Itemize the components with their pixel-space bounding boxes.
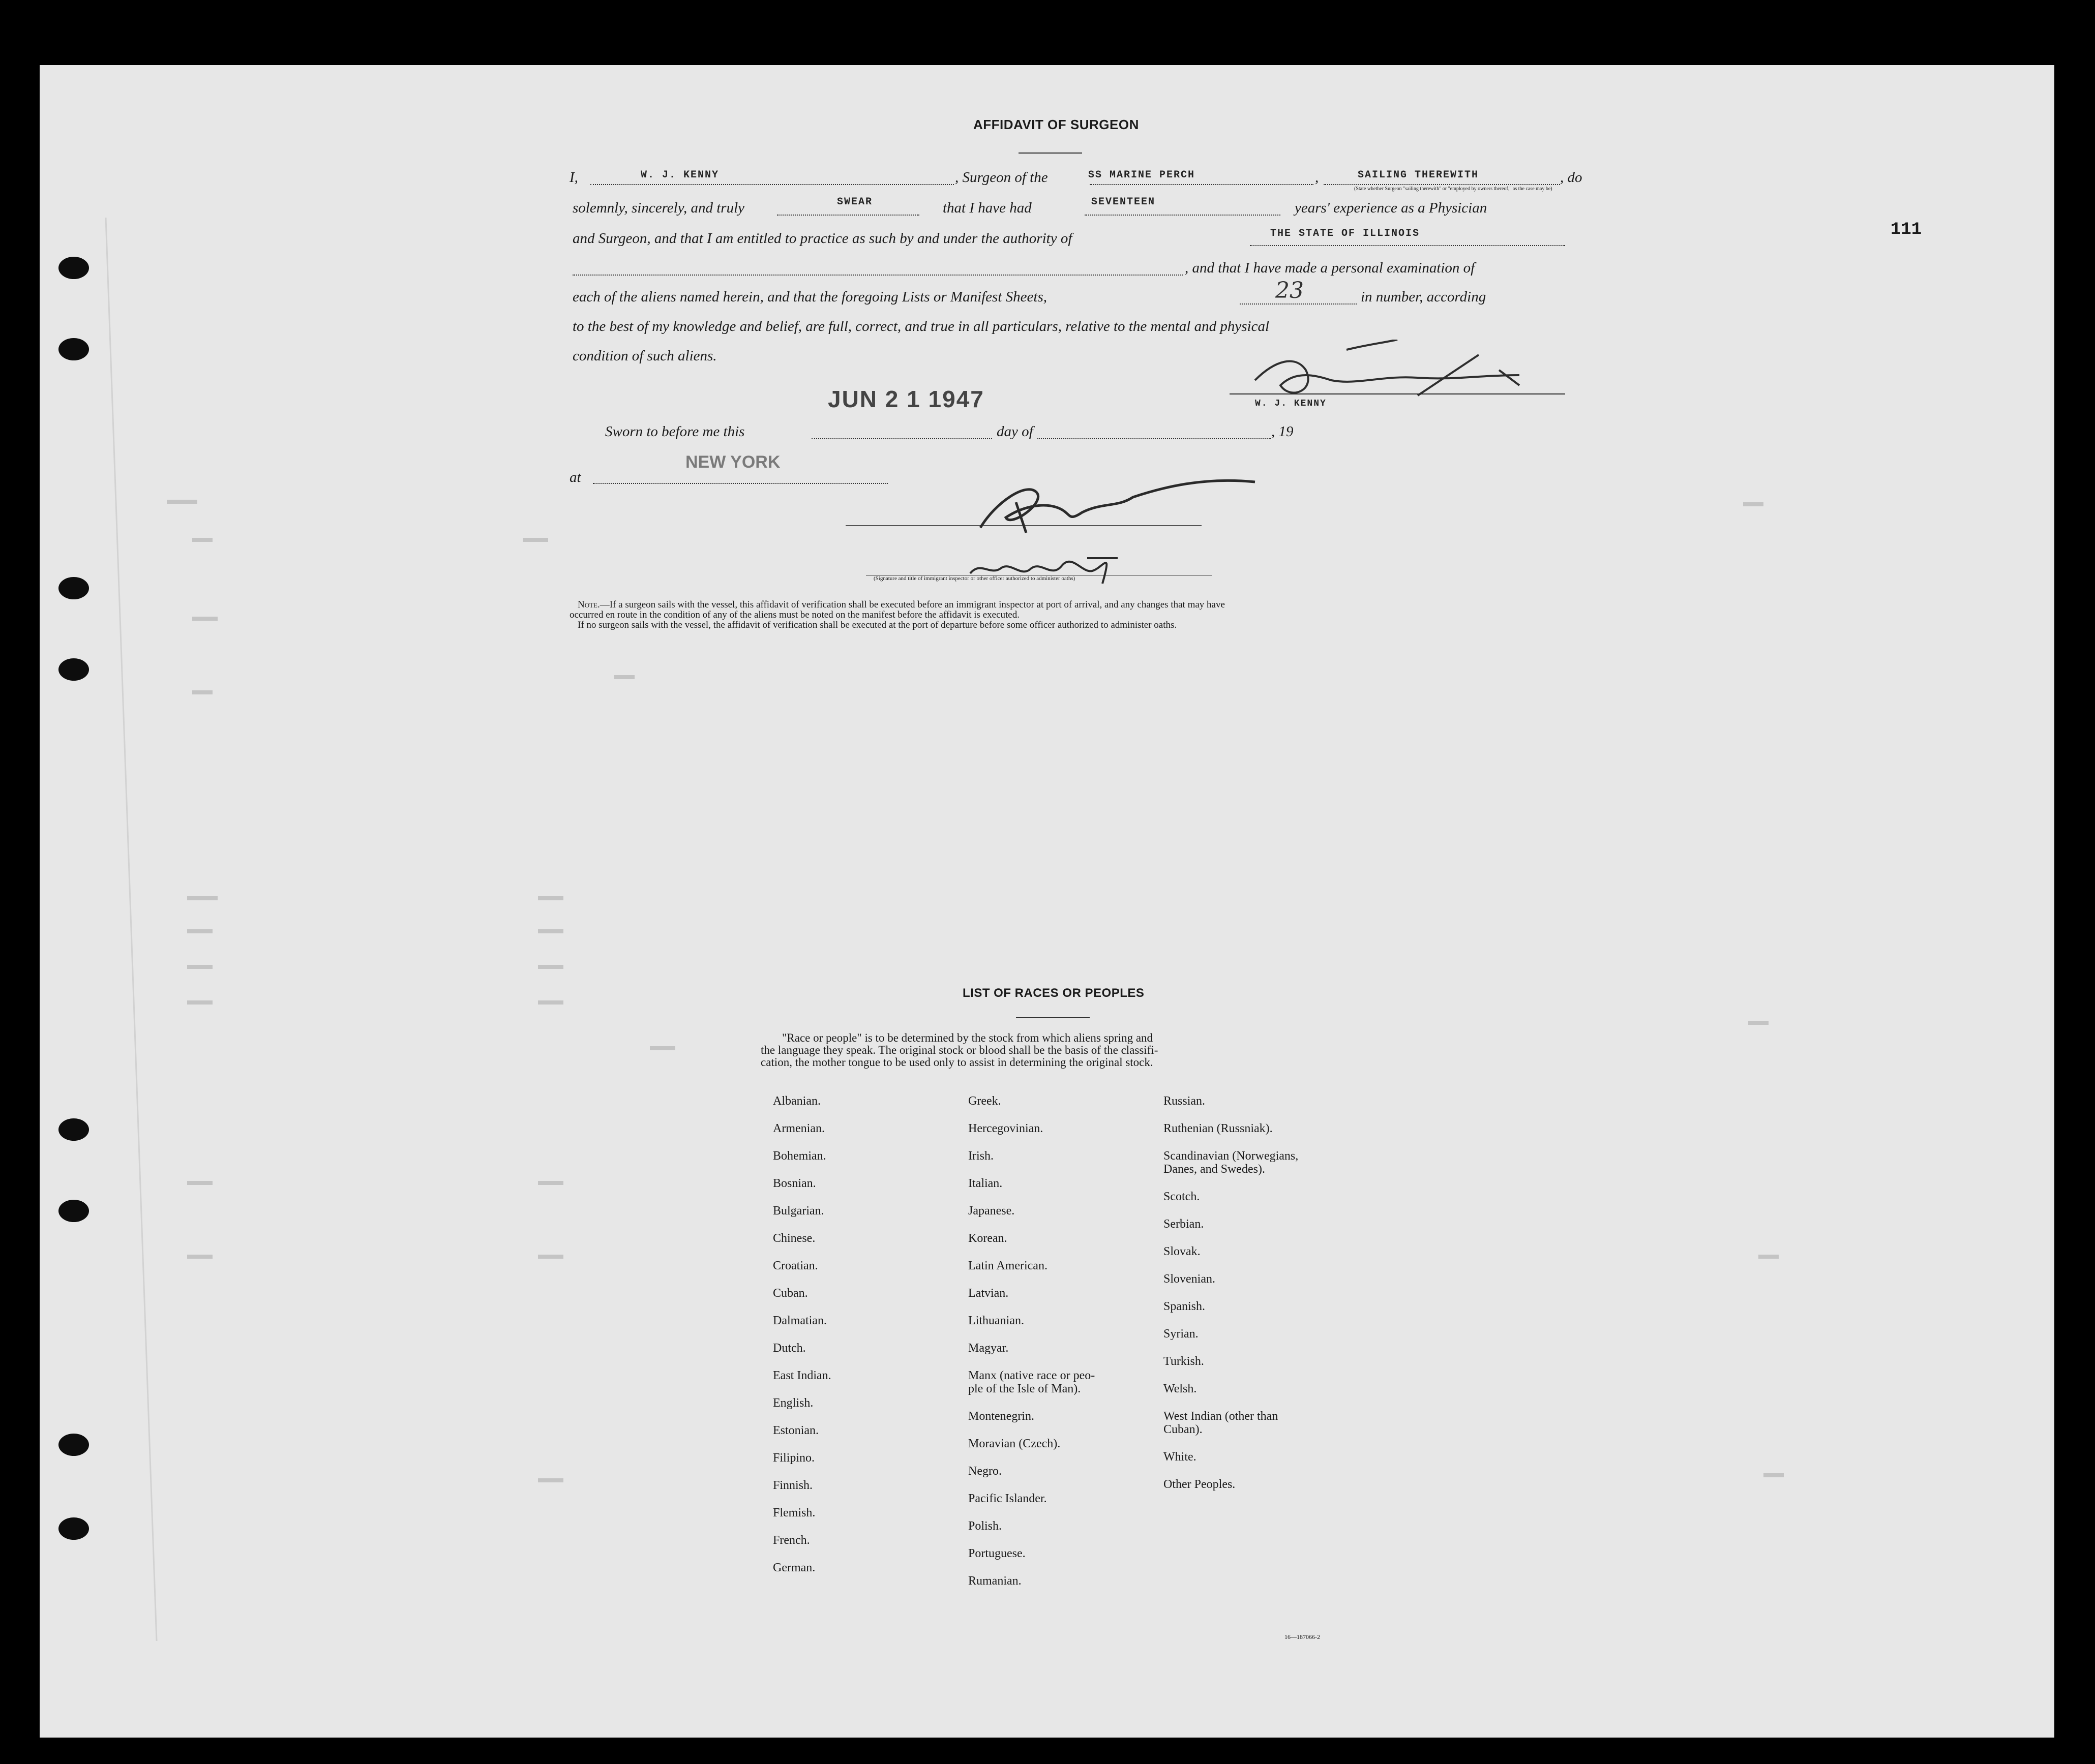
line2-end: years' experience as a Physician (1295, 200, 1487, 216)
line6: to the best of my knowledge and belief, are full, correct, and true in all particulars, relative to the mental and physical (573, 318, 1270, 334)
race-entry: Dalmatian. (773, 1314, 827, 1327)
line1-start: I, (570, 169, 578, 186)
at-label: at (570, 469, 581, 485)
race-entry: Pacific Islander. (968, 1492, 1047, 1505)
race-entry: Dutch. (773, 1342, 806, 1355)
race-entry: Cuban. (773, 1287, 808, 1300)
form-code: 16—187066-2 (1284, 1633, 1320, 1640)
note-line-1 (578, 600, 1225, 610)
line2-start: solemnly, sincerely, and truly (573, 200, 745, 216)
race-entry: Albanian. (773, 1094, 821, 1108)
line3-start: and Surgeon, and that I am entitled to practice as such by and under the authority of (573, 230, 1072, 247)
surgeon-typed-name: W. J. KENNY (1255, 399, 1327, 409)
binder-hole (58, 1200, 89, 1222)
race-entry: Montenegrin. (968, 1410, 1034, 1423)
races-intro-line-1: "Race or people" is to be determined by the stock from which aliens spring and (782, 1031, 1153, 1044)
race-entry: French. (773, 1534, 810, 1547)
binder-hole (58, 338, 89, 360)
surgeon-signature-line (1230, 393, 1565, 394)
race-entry: German. (773, 1561, 816, 1574)
race-entry: Scandinavian (Norwegians, Danes, and Swedes). (1163, 1149, 1299, 1176)
affidavit-title: AFFIDAVIT OF SURGEON (973, 117, 1139, 132)
race-entry: Bohemian. (773, 1149, 826, 1163)
date-stamp: JUN 2 1 1947 (828, 386, 984, 412)
officer-signature (950, 472, 1265, 604)
race-entry: Moravian (Czech). (968, 1437, 1061, 1450)
race-entry: White. (1163, 1450, 1196, 1464)
race-entry: Bulgarian. (773, 1204, 824, 1218)
race-entry: Bosnian. (773, 1177, 816, 1190)
race-entry: Spanish. (1163, 1300, 1206, 1313)
years-field: SEVENTEEN (1091, 196, 1156, 208)
race-entry: English. (773, 1396, 814, 1410)
race-entry: Polish. (968, 1519, 1002, 1533)
race-entry: Rumanian. (968, 1574, 1022, 1588)
line2-mid: that I have had (943, 200, 1032, 216)
race-entry: West Indian (other than Cuban). (1163, 1410, 1278, 1436)
binder-hole (58, 1118, 89, 1141)
line1-comma: , (1315, 169, 1319, 186)
race-entry: Flemish. (773, 1506, 816, 1519)
sworn-day-label: day of (997, 423, 1033, 440)
swear-field: SWEAR (837, 196, 873, 208)
race-entry: East Indian. (773, 1369, 831, 1382)
race-entry: Lithuanian. (968, 1314, 1024, 1327)
race-entry: Manx (native race or peo- ple of the Isle of Man). (968, 1369, 1095, 1395)
authority-field: THE STATE OF ILLINOIS (1270, 228, 1420, 239)
binder-hole (58, 577, 89, 599)
binder-hole (58, 257, 89, 279)
race-entry: Welsh. (1163, 1382, 1197, 1395)
race-entry: Turkish. (1163, 1355, 1204, 1368)
officer-line-1 (846, 525, 1202, 526)
sworn-year-label: , 19 (1271, 423, 1294, 440)
sheets-count-field: 23 (1275, 278, 1304, 303)
officer-signature-caption: (Signature and title of immigrant inspector or other officer authorized to administer oaths) (874, 575, 1075, 582)
place-stamp: NEW YORK (685, 452, 781, 472)
race-entry: Chinese. (773, 1232, 816, 1245)
race-entry: Scotch. (1163, 1190, 1200, 1203)
page-number: 111 (1891, 220, 1922, 239)
race-entry: Finnish. (773, 1479, 813, 1492)
race-entry: Slovenian. (1163, 1272, 1215, 1286)
line1-mid: , Surgeon of the (955, 169, 1048, 186)
note-label: Note. (578, 599, 600, 610)
race-entry: Irish. (968, 1149, 994, 1163)
races-title: LIST OF RACES OR PEOPLES (963, 986, 1145, 1000)
line1-end: , do (1560, 169, 1582, 186)
race-entry: Filipino. (773, 1451, 815, 1465)
line5-end: in number, according (1361, 289, 1486, 305)
races-intro-line-3: cation, the mother tongue to be used only to assist in determining the original stock. (761, 1056, 1153, 1069)
ship-name-field: SS MARINE PERCH (1088, 169, 1195, 181)
line7: condition of such aliens. (573, 348, 717, 364)
race-entry: Syrian. (1163, 1327, 1199, 1341)
race-entry: Japanese. (968, 1204, 1015, 1218)
race-entry: Magyar. (968, 1342, 1009, 1355)
note-line-2: occurred en route in the condition of any of the aliens must be noted on the manifest before the affidavit is executed. (570, 610, 1020, 620)
line4-end: , and that I have made a personal examination of (1185, 260, 1475, 276)
race-entry: Ruthenian (Russniak). (1163, 1122, 1273, 1135)
race-entry: Latin American. (968, 1259, 1048, 1272)
race-entry: Russian. (1163, 1094, 1206, 1108)
note-text-1: —If a surgeon sails with the vessel, this affidavit of verification shall be executed before an immigrant inspector at port of arrival, and any changes that may have (600, 599, 1225, 610)
race-entry: Croatian. (773, 1259, 818, 1272)
race-entry: Slovak. (1163, 1245, 1201, 1258)
race-entry: Portuguese. (968, 1547, 1026, 1560)
title-underline (1019, 153, 1082, 154)
line5-start: each of the aliens named herein, and that the foregoing Lists or Manifest Sheets, (573, 289, 1047, 305)
sailing-status-field: SAILING THEREWITH (1358, 169, 1479, 181)
race-entry: Armenian. (773, 1122, 825, 1135)
sailing-note: (State whether Surgeon "sailing therewith" or "employed by owners thereof," as the case may be) (1354, 186, 1552, 192)
race-entry: Negro. (968, 1465, 1002, 1478)
races-intro (761, 1032, 1158, 1069)
race-entry: Greek. (968, 1094, 1001, 1108)
note-line-3: If no surgeon sails with the vessel, the affidavit of verification shall be executed at the port of departure before some officer authorized to administer oaths. (578, 620, 1177, 630)
race-entry: Hercegovinian. (968, 1122, 1043, 1135)
race-entry: Serbian. (1163, 1218, 1204, 1231)
races-title-underline (1016, 1017, 1090, 1018)
races-intro-line-2: the language they speak. The original stock or blood shall be the basis of the classifi- (761, 1044, 1158, 1056)
race-entry: Italian. (968, 1177, 1003, 1190)
race-entry: Estonian. (773, 1424, 819, 1437)
binder-hole (58, 658, 89, 681)
binder-hole (58, 1517, 89, 1540)
race-entry: Other Peoples. (1163, 1478, 1236, 1491)
surgeon-name-field: W. J. KENNY (641, 169, 720, 181)
bleed-through-marks (40, 65, 2054, 1738)
document-page (40, 65, 2054, 1738)
race-entry: Korean. (968, 1232, 1007, 1245)
race-entry: Latvian. (968, 1287, 1009, 1300)
binder-hole (58, 1434, 89, 1456)
sworn-start: Sworn to before me this (605, 423, 745, 440)
